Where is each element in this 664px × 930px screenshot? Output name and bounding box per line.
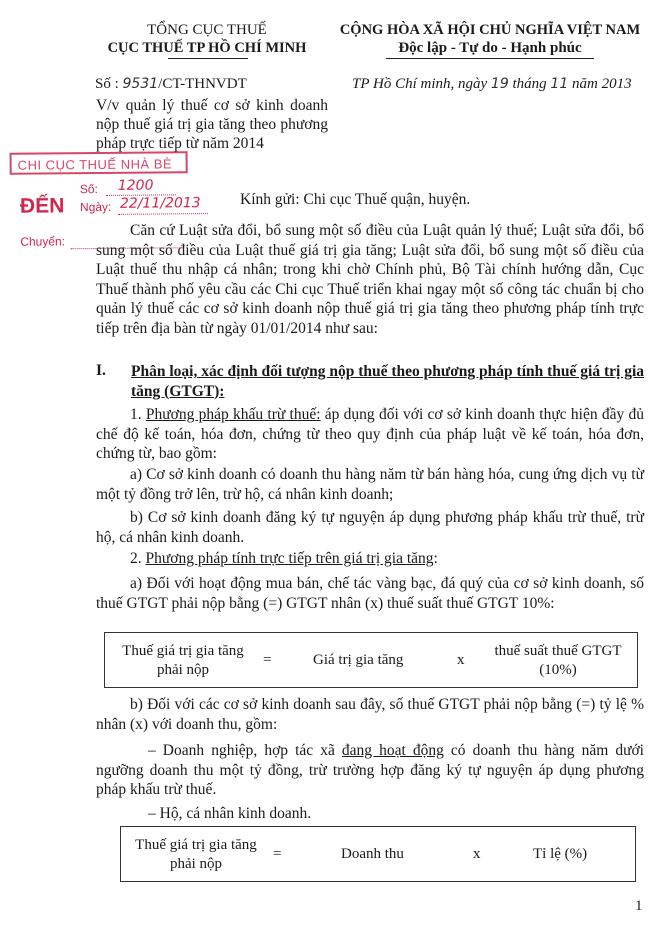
stamp-so-label: Số:	[79, 182, 98, 197]
section-title: Phân loại, xác định đối tượng nộp thuế theo phương pháp tính thuế giá trị gia tăng (GTGT):	[131, 363, 644, 400]
formula1-times: x	[457, 652, 465, 668]
date-month: 11	[550, 76, 569, 92]
intro-paragraph: Căn cứ Luật sửa đổi, bổ sung một số điều của Luật quản lý thuế; Luật sửa đổi, bổ sung một số điều của Luật thuế giá trị gia tăng; Luật sửa đổi, bổ sung một số điều của Luật thuế thu nhập cá nhân; trong khi chờ Chính phủ, Bộ Tài chính hướng dẫn, Cục Thuế thành phố yêu cầu các Chi cục Thuế triển khai ngay một số công tác chuẩn bị cho quản lý thuế các cơ sở kinh doanh nộp thuế giá trị gia tăng theo phương pháp tính trực tiếp trên địa bàn từ ngày 01/01/2014 như sau:	[96, 222, 644, 337]
formula2-equals: =	[273, 846, 282, 862]
dash1-underlined: đang hoạt động	[341, 742, 444, 759]
item2-a: a) Đối với hoạt động mua bán, chế tác vàng bạc, đá quý của cơ sở kinh doanh, số thuế GTGT phải nộp bằng (=) GTGT nhân (x) thuế suất thuế GTGT 10%:	[96, 575, 644, 612]
stamp-title: CHI CỤC THUẾ NHÀ BÈ	[10, 151, 188, 175]
date-prefix: TP Hồ Chí minh, ngày	[352, 76, 488, 92]
formula2-right: Tỉ lệ (%)	[533, 846, 588, 862]
stamp-ngay-label: Ngày:	[79, 199, 112, 215]
stamp-ngay-line	[118, 213, 208, 215]
date-month-label: tháng	[512, 76, 547, 92]
item1-a: a) Cơ sở kinh doanh có doanh thu hàng năm từ bán hàng hóa, cung ứng dịch vụ từ một tỷ đồng trở lên, trừ hộ, cá nhân kinh doanh;	[96, 466, 644, 503]
formula1-right: thuế suất thuế GTGT (10%)	[494, 643, 622, 678]
item1-title: Phương pháp khấu trừ thuế:	[145, 406, 321, 423]
doc-number-suffix: /CT-THNVDT	[158, 76, 247, 92]
doc-number-handwritten: 9531	[122, 76, 159, 92]
dash1-prefix: – Doanh nghiệp, hợp tác xã	[148, 742, 342, 759]
item2-dash2: – Hộ, cá nhân kinh doanh.	[148, 805, 312, 822]
agency-name: CỤC THUẾ TP HỒ CHÍ MINH	[107, 40, 307, 56]
greeting: Kính gửi: Chi cục Thuế quận, huyện.	[240, 191, 471, 208]
item1-text: áp dụng đối với cơ sở kinh doanh thực hiện đầy đủ chế độ kế toán, hóa đơn, chứng từ theo quy định của pháp luật về kế toán, hóa đơn, chứng từ, bao gồm:	[96, 406, 644, 462]
doc-number-label: Số :	[95, 76, 119, 92]
formula2-times: x	[473, 846, 481, 862]
doc-number	[95, 76, 247, 93]
formula1-equals: =	[263, 652, 272, 668]
stamp-den: ĐẾN	[19, 194, 65, 218]
page-number: 1	[635, 898, 643, 914]
formula-box-2	[120, 826, 636, 882]
nation-motto: Độc lập - Tự do - Hạnh phúc	[398, 40, 582, 56]
date-year: năm 2013	[571, 76, 632, 92]
item1-number: 1.	[130, 406, 142, 423]
date-day: 19	[490, 76, 509, 92]
item2-dash1	[96, 741, 644, 800]
agency-parent: TỔNG CỤC THUẾ	[147, 22, 267, 38]
nation-title: CỘNG HÒA XÃ HỘI CHỦ NGHĨA VIỆT NAM	[339, 22, 641, 38]
dash1-suffix: có doanh thu hàng năm dưới ngưỡng doanh thu một tỷ đồng, trừ trường hợp đăng ký tự nguyện áp dụng phương pháp khấu trừ thuế.	[96, 742, 644, 798]
formula1-middle: Giá trị gia tăng	[313, 652, 404, 668]
doc-date	[352, 76, 632, 93]
formula-box-1	[104, 632, 638, 688]
item1-b: b) Cơ sở kinh doanh đăng ký tự nguyện áp dụng phương pháp khấu trừ thuế, trừ hộ, cá nhân kinh doanh.	[96, 509, 644, 546]
stamp-chuyen-label: Chuyển:	[20, 234, 66, 249]
stamp-ngay-value: 22/11/2013	[119, 195, 201, 212]
item1-paragraph	[96, 405, 644, 464]
formula1-left: Thuế giá trị gia tăng phải nộp	[122, 643, 244, 678]
item2-colon: :	[433, 550, 438, 567]
item2-title: Phương pháp tính trực tiếp trên giá trị gia tăng	[145, 550, 434, 567]
agency-underline	[168, 58, 248, 59]
stamp-so-value: 1200	[117, 177, 154, 194]
formula2-middle: Doanh thu	[341, 846, 404, 862]
formula2-left: Thuế giá trị gia tăng phải nộp	[135, 837, 257, 872]
item2-heading	[130, 549, 644, 569]
item2-b: b) Đối với các cơ sở kinh doanh sau đây, số thuế GTGT phải nộp bằng (=) tỷ lệ % nhân (x) với doanh thu, gồm:	[96, 696, 644, 733]
motto-underline	[386, 58, 594, 59]
item2-number: 2.	[130, 550, 142, 567]
subject: V/v quản lý thuế cơ sở kinh doanh nộp thuế giá trị gia tăng theo phương pháp trực tiếp từ năm 2014	[96, 97, 328, 152]
section-number: I.	[96, 362, 106, 379]
